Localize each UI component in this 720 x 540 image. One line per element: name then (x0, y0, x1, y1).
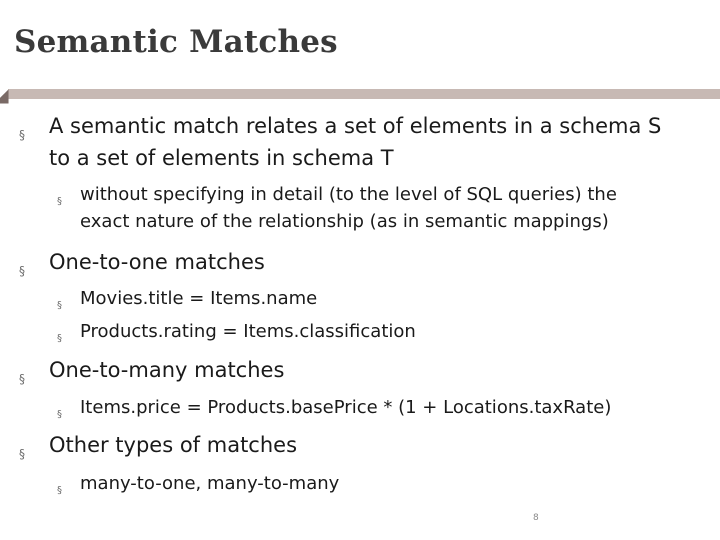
bullet-marker: § (57, 300, 62, 311)
bullet-marker: § (19, 264, 25, 278)
bullet-other-types (19, 429, 297, 461)
bullet-marker: § (57, 333, 62, 344)
bullet-text: Items.price = Products.basePrice * (1 + Locations.taxRate) (80, 397, 612, 418)
bullet-marker: § (57, 485, 62, 496)
bullet-text-line2: to a set of elements in schema T (49, 146, 394, 170)
bullet-one-to-one (19, 246, 265, 278)
subbullet-many-to-one (57, 470, 339, 497)
slide-title: Semantic Matches (14, 24, 338, 60)
bullet-marker: § (19, 447, 25, 461)
subbullet-products-rating (57, 318, 416, 345)
bullet-marker: § (57, 409, 62, 420)
title-divider (8, 89, 720, 99)
bullet-text: One-to-one matches (49, 250, 265, 274)
bullet-marker: § (57, 196, 62, 207)
bullet-text: One-to-many matches (49, 358, 285, 382)
subbullet-movies-title (57, 285, 317, 312)
bullet-text-line1: A semantic match relates a set of elements in a schema S (49, 114, 662, 138)
bullet-marker: § (19, 128, 25, 142)
bullet-one-to-many (19, 354, 284, 386)
bullet-semantic-match (19, 110, 661, 174)
subbullet-without-specifying (57, 181, 617, 235)
bullet-text: Other types of matches (49, 433, 298, 457)
page-number: 8 (533, 513, 539, 523)
bullet-text-line2: exact nature of the relationship (as in semantic mappings) (80, 211, 609, 232)
bullet-text: many-to-one, many-to-many (80, 473, 340, 494)
bullet-text-line1: without specifying in detail (to the level of SQL queries) the (80, 184, 617, 205)
subbullet-items-price (57, 394, 611, 421)
bullet-text: Movies.title = Items.name (80, 288, 318, 309)
bullet-text: Products.rating = Items.classification (80, 321, 416, 342)
bullet-marker: § (19, 372, 25, 386)
